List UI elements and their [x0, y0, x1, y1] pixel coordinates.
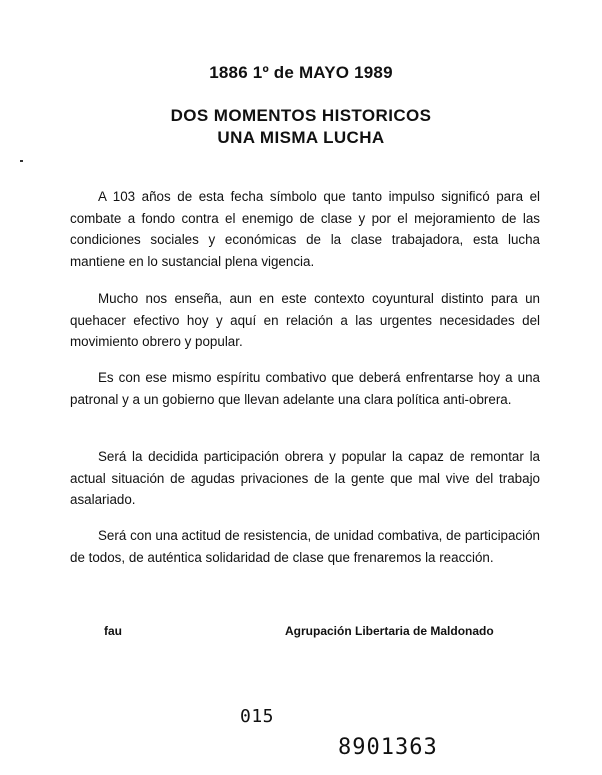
page-stamp: 015: [240, 706, 275, 727]
paragraph-5-text: Será con una actitud de resistencia, de unidad combativa, de participación de todos, de auténtica solidaridad de clase que frenaremos la reacción.: [70, 528, 540, 565]
scan-speck: [20, 160, 23, 162]
paragraph-1: [70, 186, 540, 272]
paragraph-3: [70, 367, 540, 410]
document-number-stamp: 8901363: [338, 735, 438, 760]
heading-line-1: DOS MOMENTOS HISTORICOS: [170, 106, 432, 125]
paragraph-2-text: Mucho nos enseña, aun en este contexto coyuntural distinto para un quehacer efectivo hoy y aquí en relación a las urgentes necesidades del movimiento obrero y popular.: [70, 291, 540, 349]
paragraph-3-text: Es con ese mismo espíritu combativo que deberá enfrentarse hoy a una patronal y a un gobierno que llevan adelante una clara política anti-obrera.: [70, 370, 540, 407]
paragraph-4: [70, 446, 540, 511]
signature-organization: Agrupación Libertaria de Maldonado: [285, 624, 494, 638]
paragraph-5: [70, 525, 540, 568]
paragraph-1-text: A 103 años de esta fecha símbolo que tanto impulso significó para el combate a fondo contra el enemigo de clase y por el mejoramiento de las condiciones sociales y económicas de la clase trabajadora, esta lucha mantiene en lo sustancial plena vigencia.: [70, 189, 540, 269]
signature-fau: fau: [104, 624, 122, 638]
document-title: 1886 1º de MAYO 1989: [209, 63, 393, 82]
paragraph-4-text: Será la decidida participación obrera y popular la capaz de remontar la actual situación de agudas privaciones de la gente que mal vive del trabajo asalariado.: [70, 449, 540, 507]
paragraph-2: [70, 288, 540, 353]
heading-line-2: UNA MISMA LUCHA: [217, 128, 385, 147]
